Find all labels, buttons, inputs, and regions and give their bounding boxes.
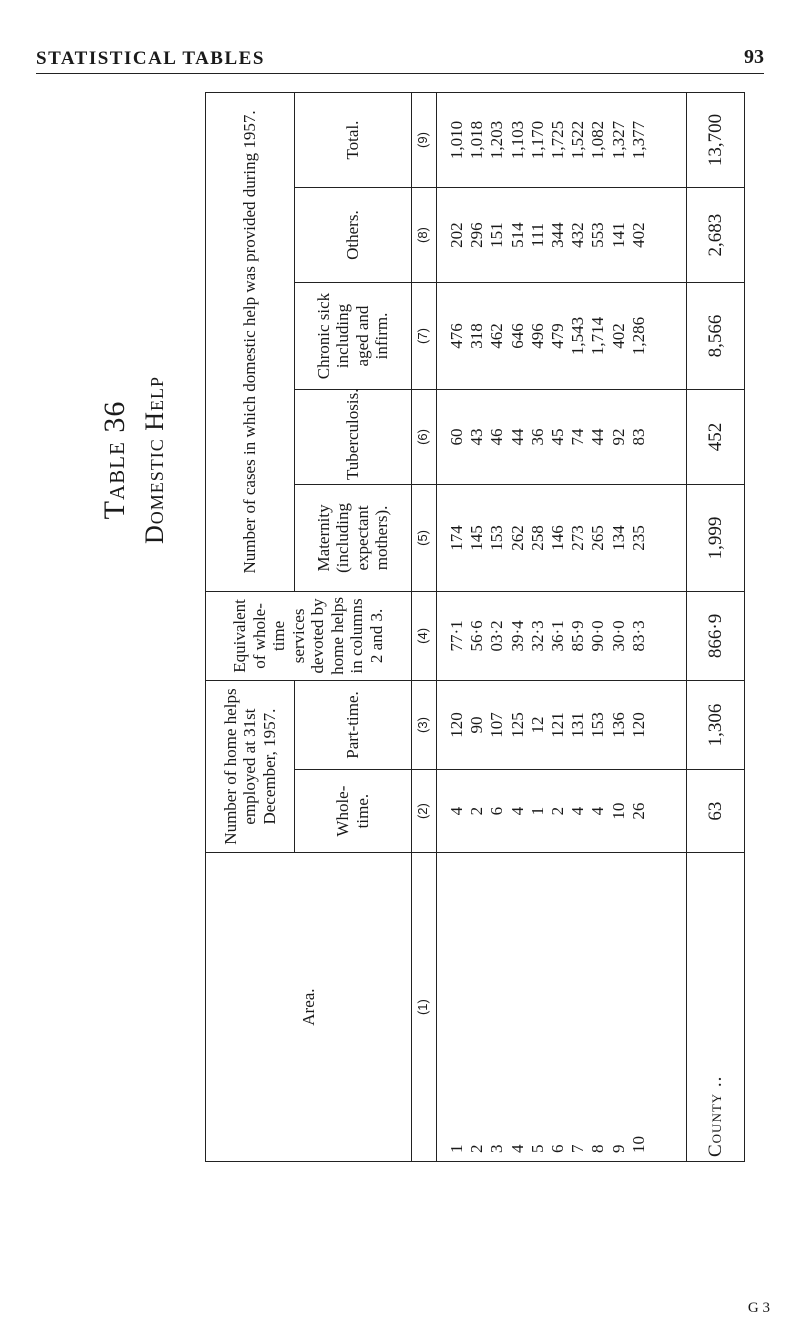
part-time-cells bbox=[437, 680, 687, 769]
table-cell-total: 1,377 bbox=[628, 120, 648, 160]
table-cell-maternity: 146 bbox=[548, 525, 568, 551]
table-caption bbox=[95, 310, 185, 610]
table-cell-maternity: 145 bbox=[467, 525, 487, 551]
table-cell-tuberculosis: 46 bbox=[487, 428, 507, 446]
total-part-time: 1,306 bbox=[687, 680, 745, 769]
col-header-tuberculosis: Tuberculosis. bbox=[295, 389, 411, 484]
col-number: (6) bbox=[411, 389, 436, 484]
table-cell-chronic: 479 bbox=[548, 323, 568, 349]
table-cell-part-time: 90 bbox=[467, 716, 487, 734]
table-cell-tuberculosis: 45 bbox=[548, 428, 568, 446]
table-cell-maternity: 258 bbox=[527, 525, 547, 551]
table-cell-equivalent: 32·3 bbox=[527, 620, 547, 652]
total-chronic: 8,566 bbox=[687, 283, 745, 390]
table-cell-whole-time: 4 bbox=[447, 806, 466, 816]
table-cell-chronic: 476 bbox=[447, 323, 466, 349]
col-number: (1) bbox=[411, 853, 436, 1162]
table-cell-maternity: 174 bbox=[447, 525, 466, 551]
table-cell-total: 1,725 bbox=[548, 120, 568, 160]
table-cell-equivalent: 30·0 bbox=[608, 620, 628, 652]
table-cell-total: 1,103 bbox=[507, 120, 527, 160]
table-cell-chronic: 1,543 bbox=[568, 316, 588, 356]
table-cell-equivalent: 56·6 bbox=[467, 620, 487, 652]
table-cell-equivalent: 90·0 bbox=[588, 620, 608, 652]
table-cell-area: 6 bbox=[548, 1144, 568, 1153]
table-cell-total: 1,018 bbox=[467, 120, 487, 160]
table-cell-others: 111 bbox=[527, 222, 547, 248]
table-cell-area: 4 bbox=[507, 1144, 527, 1153]
data-body-row bbox=[437, 93, 687, 1162]
col-header-total: Total. bbox=[295, 93, 411, 188]
table-cell-whole-time: 4 bbox=[507, 806, 527, 816]
table-cell-part-time: 125 bbox=[507, 712, 527, 738]
column-number-row bbox=[411, 93, 436, 1162]
table-cell-total: 1,327 bbox=[608, 120, 628, 160]
table-cell-others: 402 bbox=[628, 222, 648, 248]
col-header-part-time: Part-time. bbox=[295, 680, 411, 769]
col-number: (2) bbox=[411, 770, 436, 853]
table-cell-area: 10 bbox=[628, 1136, 648, 1153]
total-tuberculosis: 452 bbox=[687, 389, 745, 484]
total-others: 2,683 bbox=[687, 188, 745, 283]
signature-mark: G 3 bbox=[747, 1300, 770, 1316]
table-cell-others: 202 bbox=[447, 222, 466, 248]
table-cell-chronic: 496 bbox=[527, 323, 547, 349]
table-cell-others: 432 bbox=[568, 222, 588, 248]
table-cell-total: 1,522 bbox=[568, 120, 588, 160]
table-cell-others: 553 bbox=[588, 222, 608, 248]
table-cell-area: 7 bbox=[568, 1144, 588, 1153]
col-number: (7) bbox=[411, 283, 436, 390]
table-cell-equivalent: 36·1 bbox=[548, 620, 568, 652]
total-total: 13,700 bbox=[687, 93, 745, 188]
table-cell-equivalent: 85·9 bbox=[568, 620, 588, 652]
area-cells bbox=[437, 853, 687, 1162]
col-number: (8) bbox=[411, 188, 436, 283]
table-cell-total: 1,010 bbox=[447, 120, 466, 160]
table-cell-maternity: 273 bbox=[568, 525, 588, 551]
table-cell-chronic: 318 bbox=[467, 323, 487, 349]
total-area: County .. bbox=[687, 853, 745, 1162]
table-cell-area: 5 bbox=[527, 1144, 547, 1153]
table-cell-area: 3 bbox=[487, 1144, 507, 1153]
group-header-cases: Number of cases in which domestic help was provided during 1957. bbox=[206, 93, 295, 592]
total-maternity: 1,999 bbox=[687, 484, 745, 591]
table-label: Table 36 bbox=[98, 400, 131, 520]
header-row-1 bbox=[206, 93, 295, 1162]
table-cell-chronic: 1,714 bbox=[588, 316, 608, 356]
table-cell-equivalent: 03·2 bbox=[487, 620, 507, 652]
table-cell-tuberculosis: 36 bbox=[527, 428, 547, 446]
table-cell-part-time: 120 bbox=[447, 712, 466, 738]
page-number: 93 bbox=[744, 46, 764, 68]
total-cells bbox=[437, 93, 687, 188]
col-header-whole-time: Whole-time. bbox=[295, 770, 411, 853]
running-title: STATISTICAL TABLES bbox=[36, 48, 265, 69]
total-whole-time: 63 bbox=[687, 770, 745, 853]
table-cell-chronic: 462 bbox=[487, 323, 507, 349]
col-header-others: Others. bbox=[295, 188, 411, 283]
table-cell-whole-time: 2 bbox=[548, 806, 568, 816]
table-cell-equivalent: 39·4 bbox=[507, 620, 527, 652]
table-cell-whole-time: 1 bbox=[527, 806, 547, 816]
table-cell-part-time: 121 bbox=[548, 712, 568, 738]
table-cell-chronic: 402 bbox=[608, 323, 628, 349]
col-header-maternity: Maternity (including expectant mothers). bbox=[295, 484, 411, 591]
col-number: (9) bbox=[411, 93, 436, 188]
col-header-chronic: Chronic sick including aged and infirm. bbox=[295, 283, 411, 390]
table-cell-maternity: 153 bbox=[487, 525, 507, 551]
group-header-home-helps: Number of home helps employed at 31st December, 1957. bbox=[206, 680, 295, 852]
table-cell-equivalent: 83·3 bbox=[628, 620, 648, 652]
table-cell-part-time: 120 bbox=[628, 712, 648, 738]
table-cell-tuberculosis: 44 bbox=[507, 428, 527, 446]
page-header bbox=[0, 0, 800, 80]
col-number: (4) bbox=[411, 591, 436, 680]
county-total-row bbox=[687, 93, 745, 1162]
col-number: (3) bbox=[411, 680, 436, 769]
table-cell-chronic: 646 bbox=[507, 323, 527, 349]
total-equivalent: 866·9 bbox=[687, 591, 745, 680]
others-cells bbox=[437, 188, 687, 283]
table-cell-tuberculosis: 44 bbox=[588, 428, 608, 446]
table-cell-others: 514 bbox=[507, 222, 527, 248]
table-cell-maternity: 134 bbox=[608, 525, 628, 551]
table-cell-whole-time: 6 bbox=[487, 806, 507, 816]
table-cell-equivalent: 77·1 bbox=[447, 620, 466, 652]
table-cell-maternity: 265 bbox=[588, 525, 608, 551]
table-cell-whole-time: 10 bbox=[608, 802, 628, 820]
tuberculosis-cells bbox=[437, 389, 687, 484]
table-cell-total: 1,170 bbox=[527, 120, 547, 160]
table-cell-area: 8 bbox=[588, 1144, 608, 1153]
table-cell-others: 344 bbox=[548, 222, 568, 248]
col-number: (5) bbox=[411, 484, 436, 591]
table-cell-others: 296 bbox=[467, 222, 487, 248]
table-cell-part-time: 12 bbox=[527, 716, 547, 734]
data-table bbox=[205, 92, 745, 1162]
table-cell-whole-time: 2 bbox=[467, 806, 487, 816]
table-title: Domestic Help bbox=[140, 375, 169, 545]
table-cell-maternity: 262 bbox=[507, 525, 527, 551]
table-cell-whole-time: 4 bbox=[588, 806, 608, 816]
table-cell-total: 1,203 bbox=[487, 120, 507, 160]
table-cell-others: 141 bbox=[608, 222, 628, 248]
table-cell-tuberculosis: 60 bbox=[447, 428, 466, 446]
table-cell-others: 151 bbox=[487, 222, 507, 248]
table-cell-area: 2 bbox=[467, 1144, 487, 1153]
table-cell-chronic: 1,286 bbox=[628, 316, 648, 356]
table-cell-part-time: 153 bbox=[588, 712, 608, 738]
whole-time-cells bbox=[437, 770, 687, 853]
header-rule bbox=[36, 73, 764, 74]
table-cell-tuberculosis: 92 bbox=[608, 428, 628, 446]
table-cell-area: 9 bbox=[608, 1144, 628, 1153]
table-cell-whole-time: 4 bbox=[568, 806, 588, 816]
table-cell-part-time: 107 bbox=[487, 712, 507, 738]
col-header-equivalent: Equivalent of whole-time services devoted by home helps in columns 2 and 3. bbox=[206, 591, 412, 680]
table-cell-area: 1 bbox=[447, 1144, 466, 1153]
table-cell-maternity: 235 bbox=[628, 525, 648, 551]
table-cell-part-time: 131 bbox=[568, 712, 588, 738]
table-cell-total: 1,082 bbox=[588, 120, 608, 160]
domestic-help-table bbox=[205, 92, 745, 1162]
equivalent-cells bbox=[437, 591, 687, 680]
table-cell-tuberculosis: 74 bbox=[568, 428, 588, 446]
table-cell-tuberculosis: 43 bbox=[467, 428, 487, 446]
table-cell-whole-time: 26 bbox=[628, 802, 648, 820]
table-cell-part-time: 136 bbox=[608, 712, 628, 738]
col-header-area: Area. bbox=[206, 853, 412, 1162]
chronic-cells bbox=[437, 283, 687, 390]
table-cell-tuberculosis: 83 bbox=[628, 428, 648, 446]
maternity-cells bbox=[437, 484, 687, 591]
